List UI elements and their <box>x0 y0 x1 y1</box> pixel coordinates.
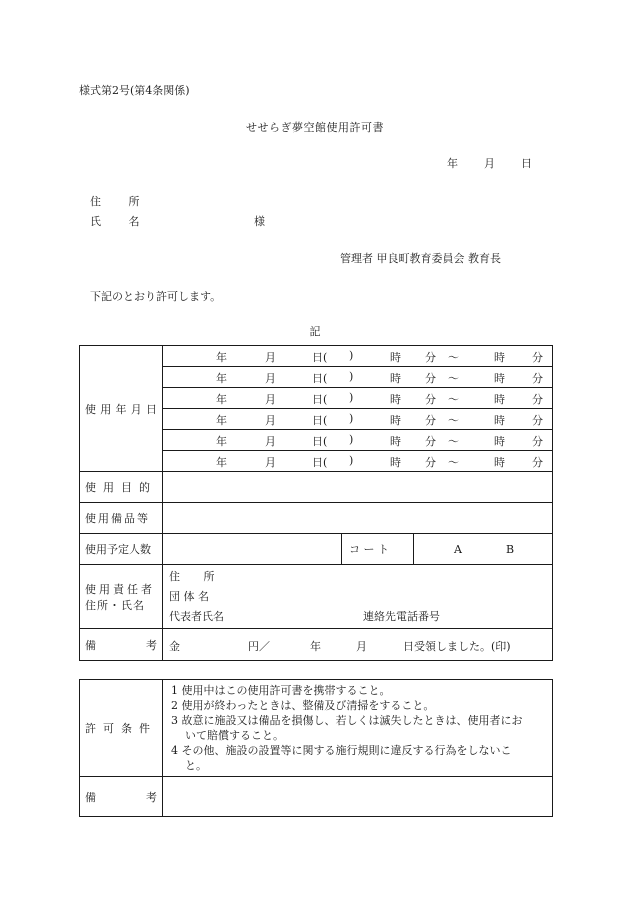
date-row-y: 年 <box>216 351 227 364</box>
resp-phone: 連絡先電話番号 <box>363 609 440 623</box>
date-row-close: ) <box>349 433 354 446</box>
people-field[interactable] <box>163 534 342 565</box>
date-row-tilde: 〜 <box>448 414 459 427</box>
date-label: 使 用 年 月 日 <box>85 402 157 416</box>
conditions-label-cell <box>80 680 163 777</box>
purpose-label: 使用目的 <box>85 481 157 494</box>
date-row[interactable] <box>163 367 552 388</box>
table-row <box>80 777 553 817</box>
list-item: 2 使用が終わったときは、整備及び清掃をすること。 <box>171 699 435 712</box>
date-row-h2: 時 <box>494 435 505 448</box>
date-label-cell <box>80 346 163 472</box>
date-row[interactable] <box>163 388 552 409</box>
date-row-min1: 分 <box>425 435 436 448</box>
date-row-min1: 分 <box>425 351 436 364</box>
date-row-min1: 分 <box>425 456 436 469</box>
table-row <box>80 346 553 472</box>
date-row-h2: 時 <box>494 414 505 427</box>
date-row-d: 日( <box>312 435 328 448</box>
list-item: いて賠償すること。 <box>185 729 284 742</box>
table-row <box>80 534 553 565</box>
date-row-tilde: 〜 <box>448 351 459 364</box>
date-row-m: 月 <box>265 435 276 448</box>
date-row-tilde: 〜 <box>448 393 459 406</box>
conditions-remarks-label-cell <box>80 777 163 817</box>
form-number: 様式第2号(第4条関係) <box>79 84 190 97</box>
date-rows <box>163 346 553 472</box>
table-row <box>80 503 553 534</box>
date-row-close: ) <box>349 349 354 362</box>
date-row-min2: 分 <box>532 351 543 364</box>
date-row-y: 年 <box>216 456 227 469</box>
date-row-tilde: 〜 <box>448 456 459 469</box>
equipment-label: 使用備品等 <box>85 512 150 525</box>
date-row-y: 年 <box>216 414 227 427</box>
date-row-d: 日( <box>312 414 328 427</box>
responsible-label-line-1: 使用責任者 <box>85 582 155 596</box>
list-item: 4 その他、施設の設置等に関する施行規則に違反する行為をしないこ <box>171 744 512 757</box>
usage-table <box>79 345 553 661</box>
fee-year: 年 <box>310 640 321 653</box>
date-row-d: 日( <box>312 456 328 469</box>
addressee-address-label: 住 所 <box>90 195 152 208</box>
date-row-min1: 分 <box>425 393 436 406</box>
document-title: せせらぎ夢空館使用許可書 <box>246 121 384 134</box>
date-row-m: 月 <box>265 351 276 364</box>
list-item: と。 <box>185 759 207 772</box>
date-row-tilde: 〜 <box>448 372 459 385</box>
date-row-y: 年 <box>216 435 227 448</box>
date-day: 日 <box>521 157 532 170</box>
people-label: 使用予定人数 <box>85 543 151 556</box>
date-row-d: 日( <box>312 393 328 406</box>
date-row-min2: 分 <box>532 414 543 427</box>
fee-received: 日受領しました。(印) <box>403 640 511 653</box>
date-row-min2: 分 <box>532 393 543 406</box>
date-row-h1: 時 <box>390 435 401 448</box>
table-row <box>80 472 553 503</box>
date-row-m: 月 <box>265 414 276 427</box>
date-row[interactable] <box>163 430 552 451</box>
conditions-list <box>163 680 553 777</box>
date-row-h2: 時 <box>494 393 505 406</box>
remarks-label: 備 考 <box>85 638 157 652</box>
purpose-field[interactable] <box>163 472 553 503</box>
date-row-min2: 分 <box>532 435 543 448</box>
conditions-label: 許可条件 <box>85 722 157 735</box>
equipment-field[interactable] <box>163 503 553 534</box>
resp-address: 住 所 <box>169 569 225 583</box>
fee-receipt <box>163 629 553 661</box>
date-row-tilde: 〜 <box>448 435 459 448</box>
date-row[interactable] <box>163 346 552 367</box>
fee-kin: 金 <box>169 640 180 653</box>
honorific: 様 <box>254 215 265 228</box>
conditions-table <box>79 679 553 817</box>
date-row[interactable] <box>163 409 552 430</box>
date-row[interactable] <box>163 451 552 471</box>
responsible-label-cell <box>80 565 163 629</box>
court-label-cell <box>342 534 414 565</box>
date-year: 年 <box>447 157 458 170</box>
date-row-d: 日( <box>312 351 328 364</box>
date-row-h1: 時 <box>390 393 401 406</box>
date-row-m: 月 <box>265 372 276 385</box>
issue-date <box>447 155 532 171</box>
date-row-h1: 時 <box>390 414 401 427</box>
date-row-close: ) <box>349 454 354 467</box>
date-row-h2: 時 <box>494 351 505 364</box>
date-row-h1: 時 <box>390 351 401 364</box>
fee-yen: 円／ <box>248 640 270 653</box>
list-item: 3 故意に施設又は備品を損傷し、若しくは滅失したときは、使用者にお <box>171 714 523 727</box>
date-row-h2: 時 <box>494 456 505 469</box>
date-row-h1: 時 <box>390 456 401 469</box>
issuer: 管理者 甲良町教育委員会 教育長 <box>340 252 501 265</box>
court-b[interactable]: B <box>506 543 515 556</box>
addressee-name-label: 氏 名 <box>90 215 152 228</box>
date-row-close: ) <box>349 370 354 383</box>
responsible-field[interactable] <box>163 565 553 629</box>
table-row <box>80 680 553 777</box>
people-label-cell <box>80 534 163 565</box>
resp-rep: 代表者氏名 <box>169 609 224 623</box>
date-row-m: 月 <box>265 393 276 406</box>
table-row <box>80 629 553 661</box>
date-row-close: ) <box>349 412 354 425</box>
purpose-label-cell <box>80 472 163 503</box>
remarks-label-cell <box>80 629 163 661</box>
list-item: 1 使用中はこの使用許可書を携帯すること。 <box>171 684 391 697</box>
date-row-min2: 分 <box>532 372 543 385</box>
date-row-h2: 時 <box>494 372 505 385</box>
court-select[interactable] <box>414 534 553 565</box>
lead-text: 下記のとおり許可します。 <box>90 290 222 303</box>
date-month: 月 <box>484 157 495 170</box>
date-row-m: 月 <box>265 456 276 469</box>
resp-rep-line <box>163 607 552 627</box>
responsible-label-line-2: 住所・氏名 <box>85 598 145 612</box>
fee-month: 月 <box>356 640 367 653</box>
court-a[interactable]: A <box>454 543 462 556</box>
date-row-y: 年 <box>216 393 227 406</box>
conditions-remarks-label: 備 考 <box>85 790 157 804</box>
resp-group: 団 体 名 <box>169 589 209 603</box>
court-label: コ ー ト <box>349 543 389 556</box>
date-row-d: 日( <box>312 372 328 385</box>
ki-heading: 記 <box>309 325 321 338</box>
date-row-y: 年 <box>216 372 227 385</box>
date-row-min2: 分 <box>532 456 543 469</box>
table-row <box>80 565 553 629</box>
equipment-label-cell <box>80 503 163 534</box>
date-row-h1: 時 <box>390 372 401 385</box>
conditions-remarks-field[interactable] <box>163 777 553 817</box>
date-row-min1: 分 <box>425 414 436 427</box>
date-row-close: ) <box>349 391 354 404</box>
date-row-min1: 分 <box>425 372 436 385</box>
